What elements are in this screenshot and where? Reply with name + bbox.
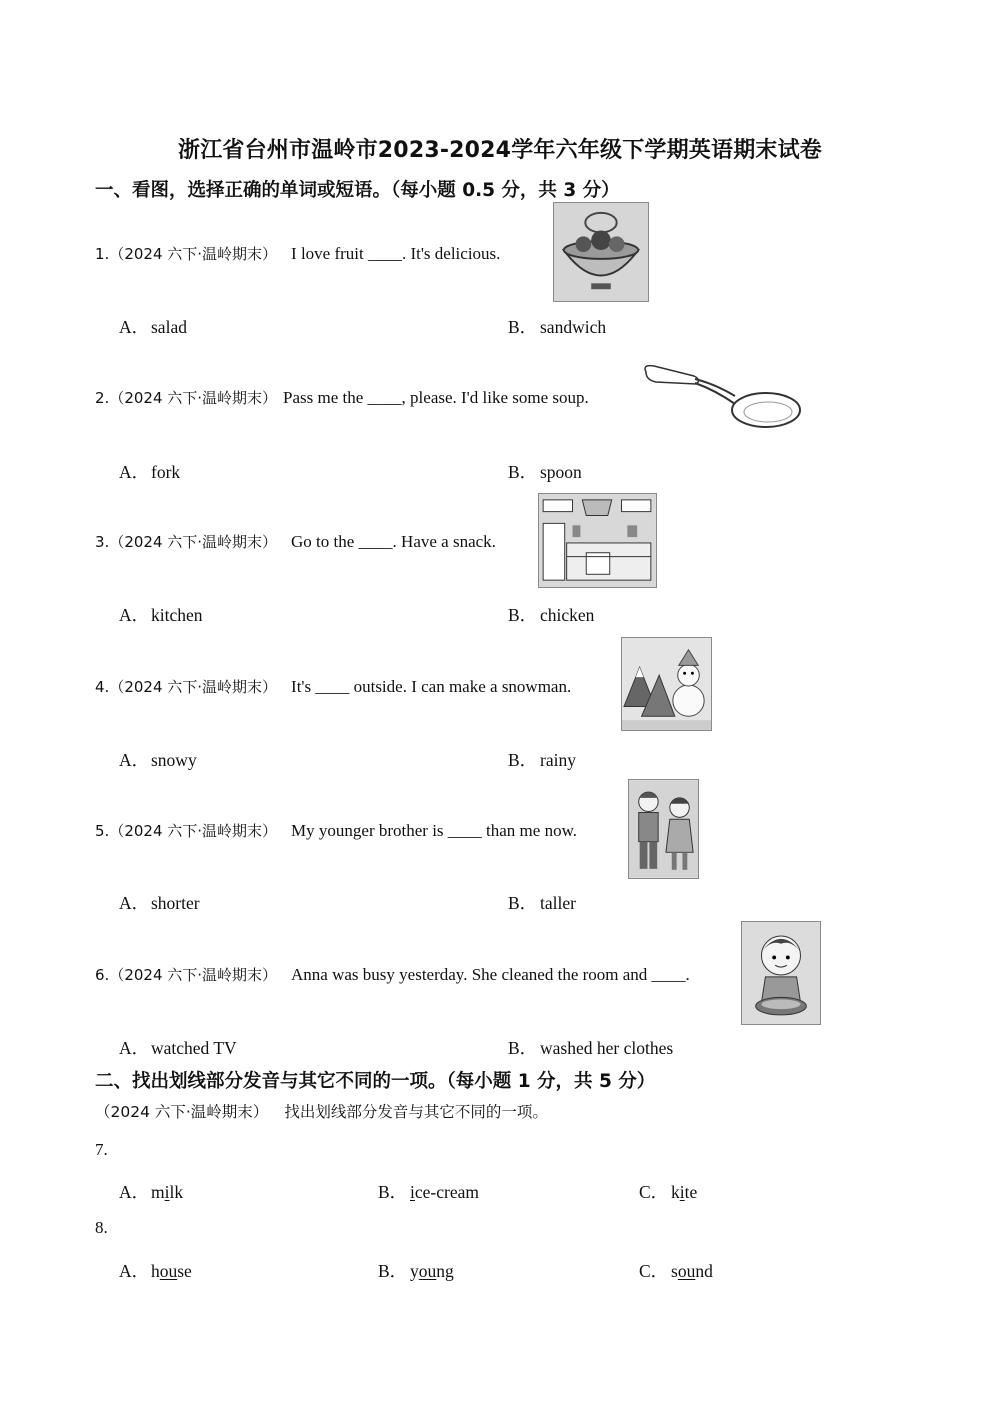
question-number: 2.	[95, 389, 110, 407]
question-5	[95, 820, 577, 841]
source-tag: （2024 六下·温岭期末）	[95, 1103, 269, 1121]
fruit-salad-bowl-icon	[553, 202, 649, 302]
question-3	[95, 531, 496, 552]
q3-option-b[interactable]: B． chicken	[508, 605, 595, 625]
boy-and-girl-icon	[628, 779, 699, 879]
question-2	[95, 387, 589, 408]
question-number: 6.	[95, 966, 110, 984]
q6-option-b[interactable]: B． washed her clothes	[508, 1038, 674, 1058]
q5-option-a[interactable]: A． shorter	[119, 893, 200, 913]
question-text: My younger brother is ____ than me now.	[291, 821, 577, 840]
question-7: 7.	[95, 1140, 108, 1159]
q1-option-a[interactable]: A． salad	[119, 317, 187, 337]
q7-option-b[interactable]: B． ice-cream	[378, 1182, 479, 1202]
question-text: I love fruit ____. It's delicious.	[291, 244, 501, 263]
question-number: 5.	[95, 822, 110, 840]
section-2-instruction: （2024 六下·温岭期末） 找出划线部分发音与其它不同的一项。	[95, 1103, 548, 1121]
q8-option-b[interactable]: B． young	[378, 1261, 454, 1281]
source-tag: （2024 六下·温岭期末）	[109, 533, 278, 551]
section-2-heading: 二、找出划线部分发音与其它不同的一项。（每小题 1 分，共 5 分）	[95, 1071, 656, 1092]
page-title: 浙江省台州市温岭市2023-2024学年六年级下学期英语期末试卷	[178, 138, 822, 163]
underlined-sound: ou	[418, 1261, 437, 1281]
q2-option-a[interactable]: A． fork	[119, 462, 181, 482]
question-text: Anna was busy yesterday. She cleaned the room and ____.	[291, 965, 690, 984]
question-text: Pass me the ____, please. I'd like some soup.	[283, 388, 589, 407]
underlined-sound: ou	[677, 1261, 696, 1281]
question-text: It's ____ outside. I can make a snowman.	[291, 677, 572, 696]
underlined-sound: i	[679, 1182, 685, 1202]
source-tag: （2024 六下·温岭期末）	[109, 678, 278, 696]
question-6	[95, 964, 690, 985]
q3-option-a[interactable]: A． kitchen	[119, 605, 203, 625]
kitchen-icon	[538, 493, 657, 588]
q8-option-a[interactable]: A． house	[119, 1261, 192, 1281]
question-number: 4.	[95, 678, 110, 696]
q2-option-b[interactable]: B． spoon	[508, 462, 582, 482]
source-tag: （2024 六下·温岭期末）	[109, 245, 278, 263]
q1-option-b[interactable]: B． sandwich	[508, 317, 607, 337]
q4-option-b[interactable]: B． rainy	[508, 750, 576, 770]
question-1	[95, 243, 500, 264]
underlined-sound: i	[410, 1182, 415, 1202]
q8-option-c[interactable]: C． sound	[639, 1261, 713, 1281]
section-1-heading: 一、看图，选择正确的单词或短语。（每小题 0.5 分，共 3 分）	[95, 180, 620, 201]
source-tag: （2024 六下·温岭期末）	[109, 389, 278, 407]
source-tag: （2024 六下·温岭期末）	[109, 822, 278, 840]
q4-option-a[interactable]: A． snowy	[119, 750, 197, 770]
girl-washing-clothes-icon	[741, 921, 821, 1025]
question-8: 8.	[95, 1218, 108, 1237]
underlined-sound: ou	[159, 1261, 178, 1281]
question-number: 3.	[95, 533, 110, 551]
q7-option-c[interactable]: C． kite	[639, 1182, 698, 1202]
question-number: 1.	[95, 245, 110, 263]
q5-option-b[interactable]: B． taller	[508, 893, 576, 913]
source-tag: （2024 六下·温岭期末）	[109, 966, 278, 984]
question-4	[95, 676, 571, 697]
snowman-icon	[621, 637, 712, 731]
underlined-sound: i	[164, 1182, 170, 1202]
spoon-icon	[640, 360, 805, 435]
q7-option-a[interactable]: A． milk	[119, 1182, 184, 1202]
question-text: Go to the ____. Have a snack.	[291, 532, 496, 551]
q6-option-a[interactable]: A． watched TV	[119, 1038, 237, 1058]
